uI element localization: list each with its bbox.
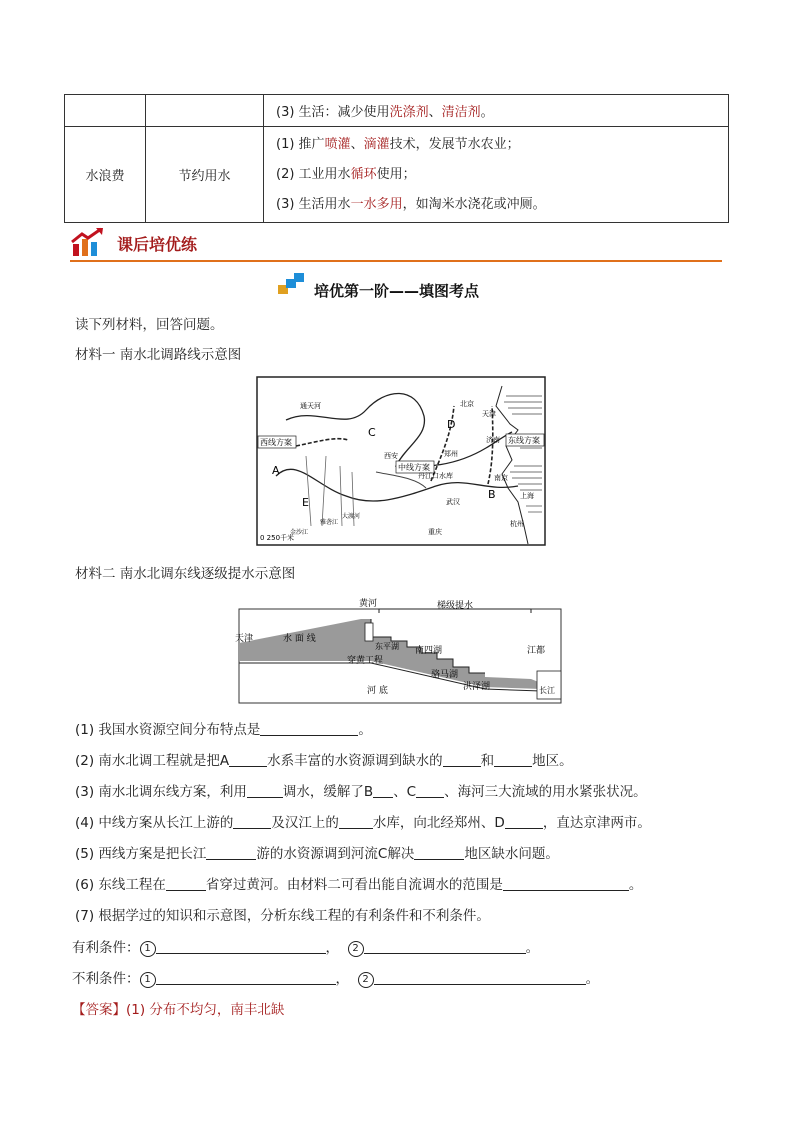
answer-blank[interactable] [156, 970, 336, 985]
answer-blank[interactable] [414, 845, 464, 860]
section-title: 课后培优练 [117, 235, 198, 254]
answer-blank[interactable] [503, 876, 629, 891]
map-scale: 0 250千米 [260, 534, 295, 542]
chart-growth-icon [70, 226, 106, 258]
map-label: 西线方案 [260, 438, 292, 447]
map-label: 东线方案 [508, 436, 540, 445]
map-letter: D [447, 418, 456, 431]
map-city: 郑州 [444, 450, 458, 458]
profile-label: 穿黄工程 [347, 656, 384, 666]
detail-line: (2) 工业用水循环使用； [276, 166, 416, 182]
question-3: (3) 南水北调东线方案，利用 调水，缓解了B 、C 、海河三大流域的用水紧张状况。 [75, 784, 647, 800]
answer-blank[interactable] [374, 970, 586, 985]
answer-blank[interactable] [206, 845, 256, 860]
answer-blank[interactable] [233, 814, 271, 829]
map-city: 济南 [486, 436, 500, 444]
question-4: (4) 中线方案从长江上游的 及汉江上的 水库，向北经郑州、D ，直达京津两市。 [75, 815, 651, 831]
map-river: 雅砻江 [320, 519, 339, 526]
profile-label: 天津 [235, 634, 254, 644]
map-river: 大渡河 [342, 513, 361, 520]
intro-text: 读下列材料，回答问题。 [75, 317, 224, 333]
profile-label: 江都 [527, 646, 546, 656]
table-cell-measure: 节约用水 [146, 127, 264, 223]
circled-number: 1 [140, 941, 156, 957]
detail-line: (3) 生活用水一水多用，如淘米水浇花或冲厕。 [276, 196, 546, 212]
profile-label: 黄河 [359, 599, 378, 609]
material2-caption: 材料二 南水北调东线逐级提水示意图 [75, 566, 296, 582]
answer-blank[interactable] [339, 814, 373, 829]
circled-number: 2 [348, 941, 364, 957]
cell-text: 、 [428, 105, 442, 120]
water-table [64, 94, 729, 223]
table-cell-category: 水浪费 [65, 127, 146, 223]
material1-caption: 材料一 南水北调路线示意图 [75, 347, 242, 363]
map-city: 丹江口水库 [418, 472, 453, 480]
cell-text: (3) 生活：减少使用 [276, 105, 390, 120]
question-1: (1) 我国水资源空间分布特点是 。 [75, 722, 372, 738]
map-city: 西安 [384, 452, 398, 460]
map-city: 北京 [460, 400, 474, 408]
map-letter: C [368, 426, 376, 439]
steps-icon [276, 272, 308, 296]
question-5: (5) 西线方案是把长江 游的水资源调到河流C解决 地区缺水问题。 [75, 846, 559, 862]
unfavorable-conditions: 不利条件： 1 ， 2 。 [72, 971, 600, 987]
answer-blank[interactable] [416, 783, 444, 798]
cell-keyword: 洗涤剂 [389, 105, 429, 120]
answer-blank[interactable] [156, 939, 326, 954]
map-city: 南京 [494, 474, 508, 482]
question-7: (7) 根据学过的知识和示意图，分析东线工程的有利条件和不利条件。 [75, 908, 490, 924]
answer-blank[interactable] [166, 876, 206, 891]
question-2: (2) 南水北调工程就是把A 水系丰富的水资源调到缺水的 和 地区。 [75, 753, 573, 769]
map-letter: E [302, 496, 309, 509]
answer-blank[interactable] [229, 752, 267, 767]
detail-line: (1) 推广喷灌、滴灌技术，发展节水农业； [276, 136, 520, 152]
subsection-title: 培优第一阶——填图考点 [314, 282, 480, 300]
map-city: 武汉 [446, 498, 460, 506]
profile-label: 洪泽湖 [463, 682, 491, 692]
profile-label: 水 面 线 [283, 634, 316, 644]
map-letter: A [272, 464, 280, 477]
table-cell [65, 95, 146, 127]
answer-blank[interactable] [247, 783, 283, 798]
map-river: 金沙江 [290, 529, 309, 536]
answer-blank[interactable] [260, 721, 358, 736]
circled-number: 2 [358, 972, 374, 988]
profile-label: 南四湖 [415, 646, 443, 656]
answer-blank[interactable] [364, 939, 526, 954]
profile-label: 长江 [539, 686, 555, 695]
answer-blank[interactable] [373, 783, 393, 798]
section-divider [70, 260, 722, 262]
cell-keyword: 清洁剂 [441, 105, 481, 120]
answer-blank[interactable] [505, 814, 543, 829]
cell-text: 。 [480, 105, 494, 120]
profile-label: 东平湖 [375, 642, 399, 651]
map-letter: B [488, 488, 496, 501]
answer-blank[interactable] [494, 752, 532, 767]
question-6: (6) 东线工程在 省穿过黄河。由材料二可看出能自流调水的范围是 。 [75, 877, 643, 893]
map-label: 中线方案 [398, 463, 430, 472]
answer-blank[interactable] [443, 752, 481, 767]
answer-line [72, 998, 284, 1018]
map-city: 重庆 [428, 528, 442, 536]
map-city: 上海 [520, 492, 534, 500]
map-city: 天津 [482, 410, 496, 418]
map-river: 通天河 [300, 402, 321, 410]
pumping-profile [231, 597, 563, 705]
favorable-conditions: 有利条件： 1 ， 2 。 [72, 940, 540, 956]
profile-label: 骆马湖 [431, 670, 459, 680]
map-city: 杭州 [510, 520, 524, 528]
route-map [256, 376, 546, 546]
profile-label: 梯级提水 [437, 601, 474, 611]
profile-label: 河 底 [367, 686, 388, 696]
circled-number: 1 [140, 972, 156, 988]
table-cell [146, 95, 264, 127]
table-cell [264, 95, 729, 127]
answer-tag: 【答案】 [72, 1002, 126, 1018]
table-cell-details [264, 127, 729, 223]
answer-text: (1) 分布不均匀，南丰北缺 [126, 1002, 285, 1018]
